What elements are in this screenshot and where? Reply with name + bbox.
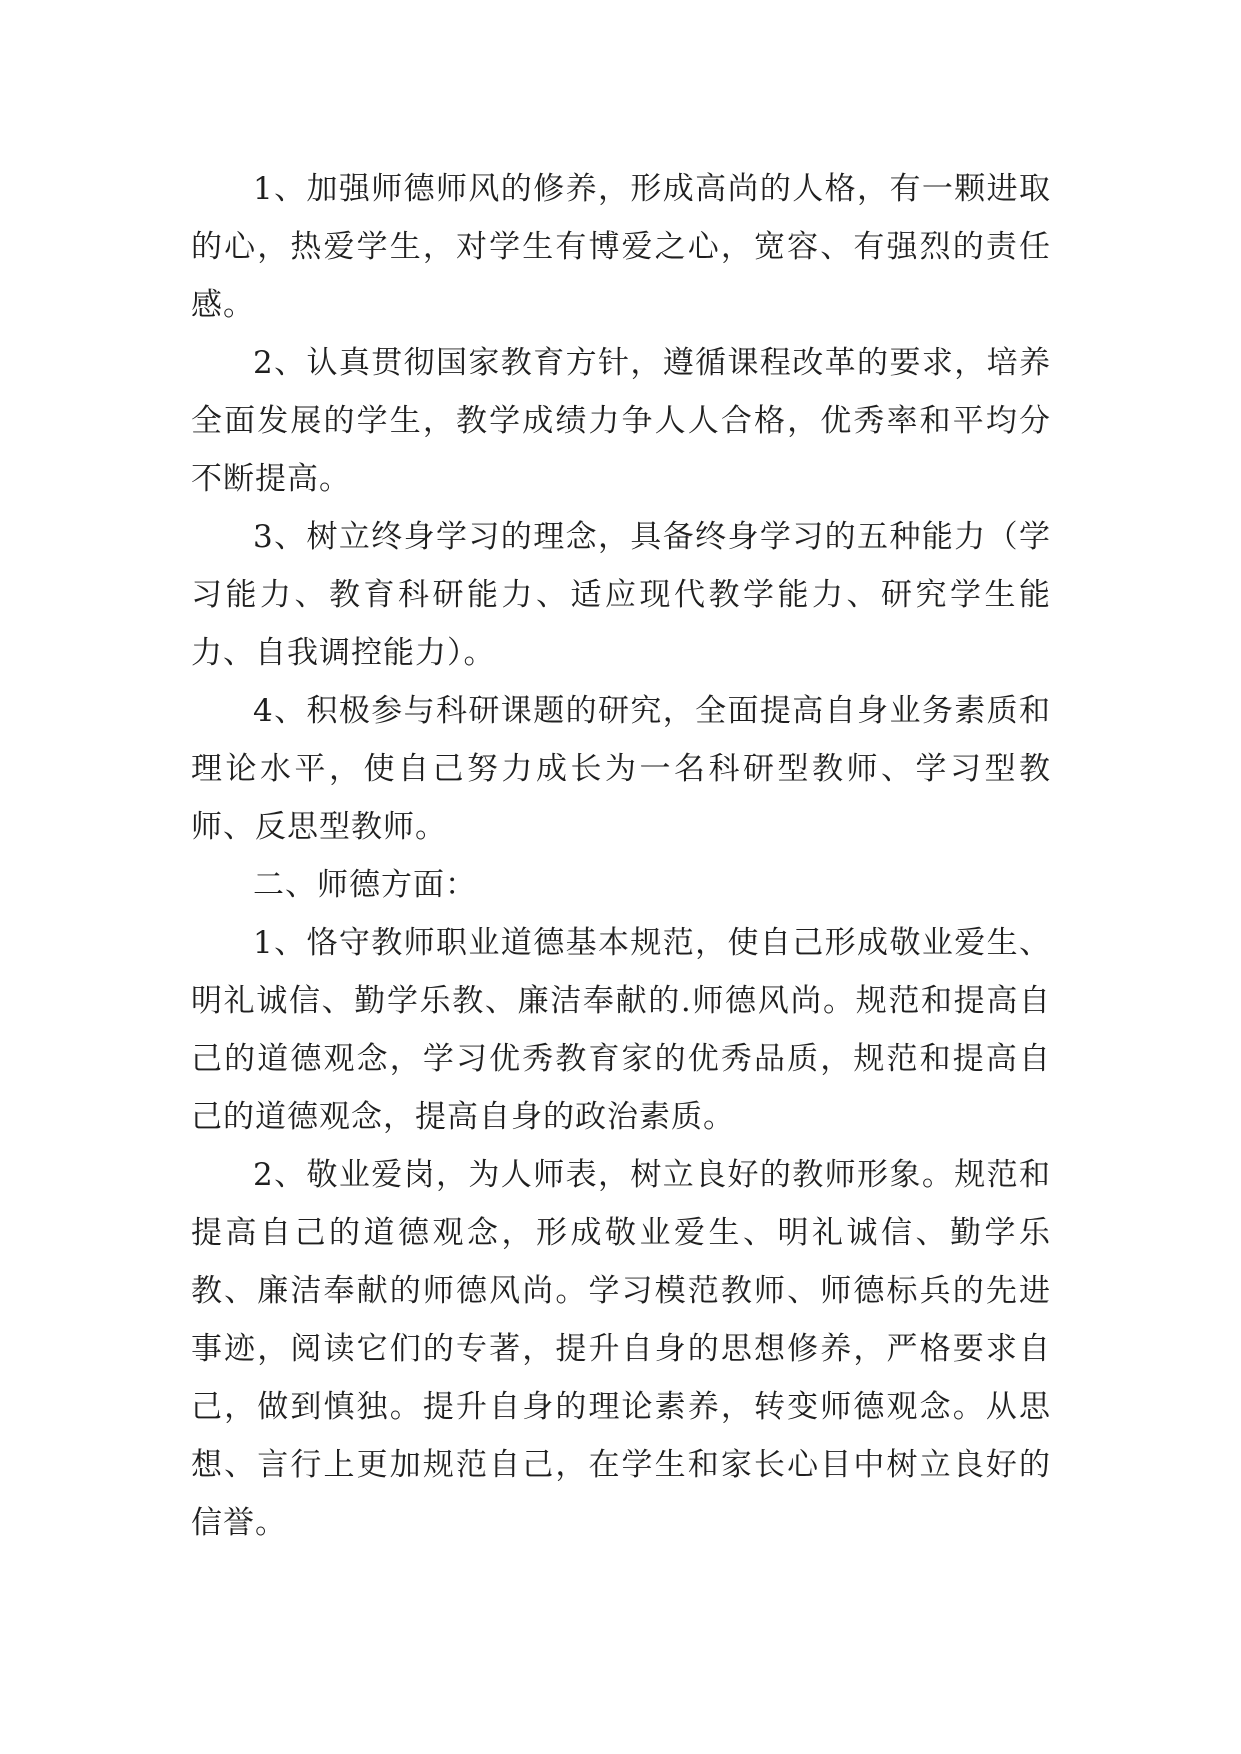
paragraph-3: 3、树立终身学习的理念，具备终身学习的五种能力（学习能力、教育科研能力、适应现代教学能力、研究学生能力、自我调控能力）。	[191, 519, 1051, 671]
section-heading-ethics: 二、师德方面：	[253, 867, 477, 903]
paragraph-6: 2、敬业爱岗，为人师表，树立良好的教师形象。规范和提高自己的道德观念，形成敬业爱生、明礼诚信、勤学乐教、廉洁奉献的师德风尚。学习模范教师、师德标兵的先进事迹，阅读它们的专著，提升自身的思想修养，严格要求自己，做到慎独。提升自身的理论素养，转变师德观念。从思想、言行上更加规范自己，在学生和家长心目中树立良好的信誉。	[191, 1157, 1051, 1541]
paragraph-4: 4、积极参与科研课题的研究，全面提高自身业务素质和理论水平，使自己努力成长为一名科研型教师、学习型教师、反思型教师。	[191, 693, 1051, 845]
paragraph-2: 2、认真贯彻国家教育方针，遵循课程改革的要求，培养全面发展的学生，教学成绩力争人人合格，优秀率和平均分不断提高。	[191, 345, 1051, 497]
document-body	[191, 160, 1051, 1552]
paragraph-1: 1、加强师德师风的修养，形成高尚的人格，有一颗进取的心，热爱学生，对学生有博爱之心，宽容、有强烈的责任感。	[191, 171, 1051, 323]
paragraph-5: 1、恪守教师职业道德基本规范，使自己形成敬业爱生、明礼诚信、勤学乐教、廉洁奉献的.师德风尚。规范和提高自己的道德观念，学习优秀教育家的优秀品质，规范和提高自己的道德观念，提高自身的政治素质。	[191, 925, 1051, 1135]
